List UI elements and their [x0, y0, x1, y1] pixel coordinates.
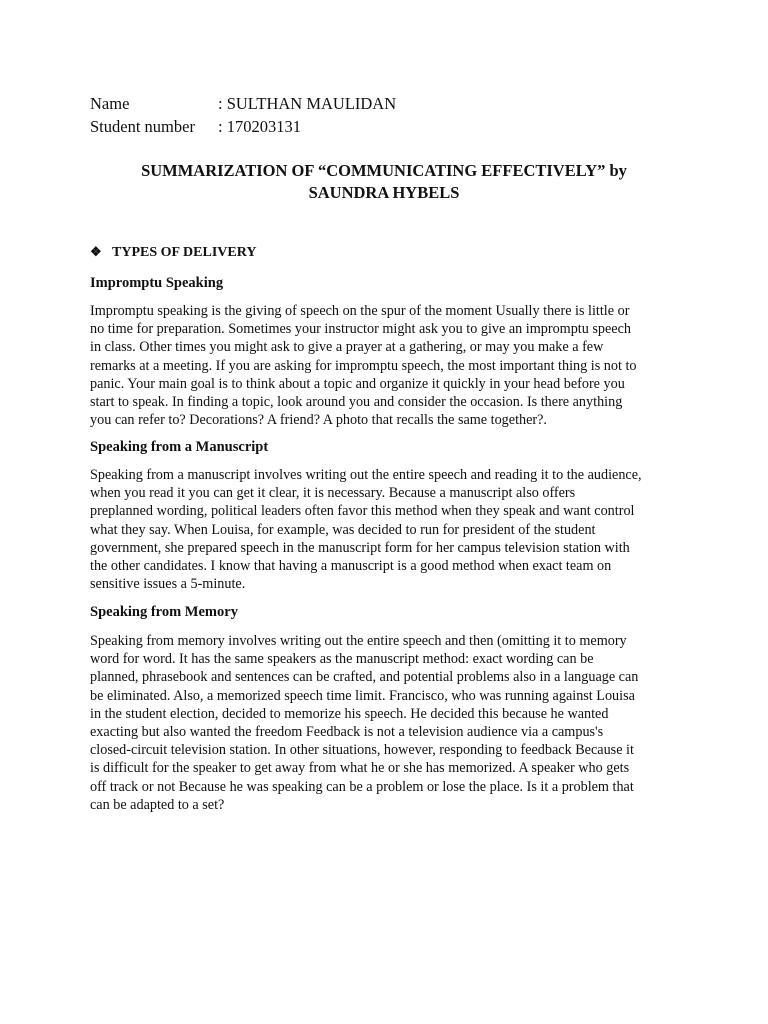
manuscript-paragraph [90, 466, 690, 593]
paragraph-line: Impromptu speaking is the giving of speech on the spur of the moment Usually there is little or [90, 303, 630, 319]
paragraph-line: no time for preparation. Sometimes your instructor might ask you to give an impromptu speech [90, 321, 631, 338]
paragraph-line: exacting but also wanted the freedom Feedback is not a television audience via a campus's [90, 724, 604, 741]
paragraph-line: be eliminated. Also, a memorized speech time limit. Francisco, who was running against Louisa [90, 687, 635, 704]
name-label: Name [90, 94, 130, 113]
document-title [90, 160, 678, 204]
paragraph-line: start to speak. In finding a topic, look around you and consider the occasion. Is there anything [90, 394, 623, 411]
paragraph-line: the other candidates. I know that having a manuscript is a good method when exact team on [90, 558, 612, 575]
paragraph-line: remarks at a meeting. If you are asking for impromptu speech, the most important thing is not to [90, 357, 637, 374]
name-value: : SULTHAN MAULIDAN [218, 94, 397, 113]
paragraph-line: sensitive issues a 5-minute. [90, 576, 246, 593]
paragraph-line: in class. Other times you might ask to give a prayer at a gathering, or may you make a few [90, 339, 604, 356]
paragraph-line: panic. Your main goal is to think about a topic and organize it quickly in your head before you [90, 375, 625, 392]
paragraph-line: can be adapted to a set? [90, 796, 225, 813]
name-row [90, 94, 396, 114]
manuscript-heading: Speaking from a Manuscript [90, 439, 269, 455]
impromptu-heading: Impromptu Speaking [90, 275, 224, 291]
paragraph-line: what they say. When Louisa, for example, was decided to run for president of the student [90, 521, 596, 538]
title-line-1: SUMMARIZATION OF “COMMUNICATING EFFECTIVELY” by [141, 161, 627, 180]
memory-paragraph [90, 632, 690, 814]
paragraph-line: in the student election, decided to memorize his speech. He decided this because he wanted [90, 705, 609, 722]
paragraph-line: preplanned wording, political leaders often favor this method when they speak and want control [90, 503, 635, 520]
student-number-row [90, 117, 301, 137]
paragraph-line: closed-circuit television station. In other situations, however, responding to feedback Because it [90, 742, 634, 759]
paragraph-line: off track or not Because he was speaking can be a problem or lose the place. Is it a problem that [90, 778, 634, 795]
title-line-2: SAUNDRA HYBELS [308, 183, 460, 202]
student-number-value: : 170203131 [218, 117, 301, 136]
impromptu-paragraph [90, 302, 690, 429]
diamond-bullet-icon: ❖ [90, 244, 102, 259]
paragraph-line: when you read it you can get it clear, it is necessary. Because a manuscript also offers [90, 485, 576, 502]
section-heading [90, 243, 256, 262]
paragraph-line: government, she prepared speech in the manuscript form for her campus television station with [90, 539, 630, 556]
paragraph-line: word for word. It has the same speakers as the manuscript method: exact wording can be [90, 651, 594, 668]
memory-heading: Speaking from Memory [90, 604, 238, 620]
paragraph-line: Speaking from a manuscript involves writing out the entire speech and reading it to the audience, [90, 467, 642, 483]
paragraph-line: planned, phrasebook and sentences can be crafted, and potential problems also in a language can [90, 669, 639, 686]
section-heading-text: TYPES OF DELIVERY [112, 245, 257, 260]
paragraph-line: is difficult for the speaker to get away from what he or she has memorized. A speaker who gets [90, 760, 630, 777]
student-number-label: Student number [90, 117, 195, 136]
paragraph-line: you can refer to? Decorations? A friend? A photo that recalls the same together?. [90, 412, 547, 429]
paragraph-line: Speaking from memory involves writing out the entire speech and then (omitting it to memory [90, 633, 627, 649]
